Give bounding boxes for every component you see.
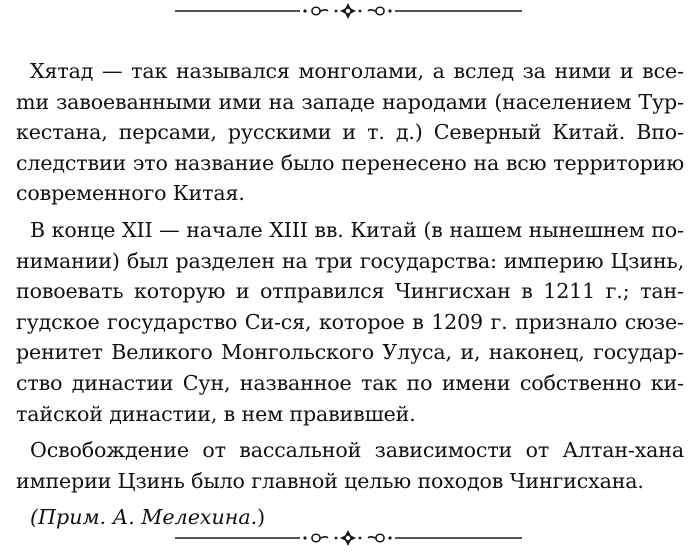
paragraph-liberation: Освобождение от вассальной зависимости от Алтан-хана империи Цзинь было главной целью походов Чингисхана. <box>16 438 684 493</box>
paragraph-china-states: В конце XII — начале XIII вв. Китай (в нашем нынешнем понимании) был разделен на три государства: империю Цзинь, повоевать которую и отправился Чингисхан в 1211 г.; тангудское государство Си-ся, которое в 1209 г. признало сюзеренитет Великого Монгольского Улуса, и, наконец, государство династии Сун, названное так по имени собственно китайской династии, в нем правившей. <box>16 217 684 426</box>
ornament-flourish-icon <box>0 0 696 30</box>
top-ornament-divider <box>0 0 696 30</box>
ornament-flourish-icon <box>0 523 696 553</box>
note-text: Прим. А. Мелехина. <box>38 505 258 530</box>
note-close-paren: ) <box>257 505 266 530</box>
note-open-paren: ( <box>30 505 39 530</box>
paragraph-khyatad: Хятад — так назывался монголами, а вслед за ними и всеmи завоеванными ими на западе народами (населением Туркестана, персами, русскими и т. д.) Северный Китай. Впоследствии это название было перенесено на всю территорию современного Китая. <box>16 59 684 206</box>
footnote-text-block <box>16 56 684 533</box>
bottom-ornament-divider <box>0 523 696 553</box>
